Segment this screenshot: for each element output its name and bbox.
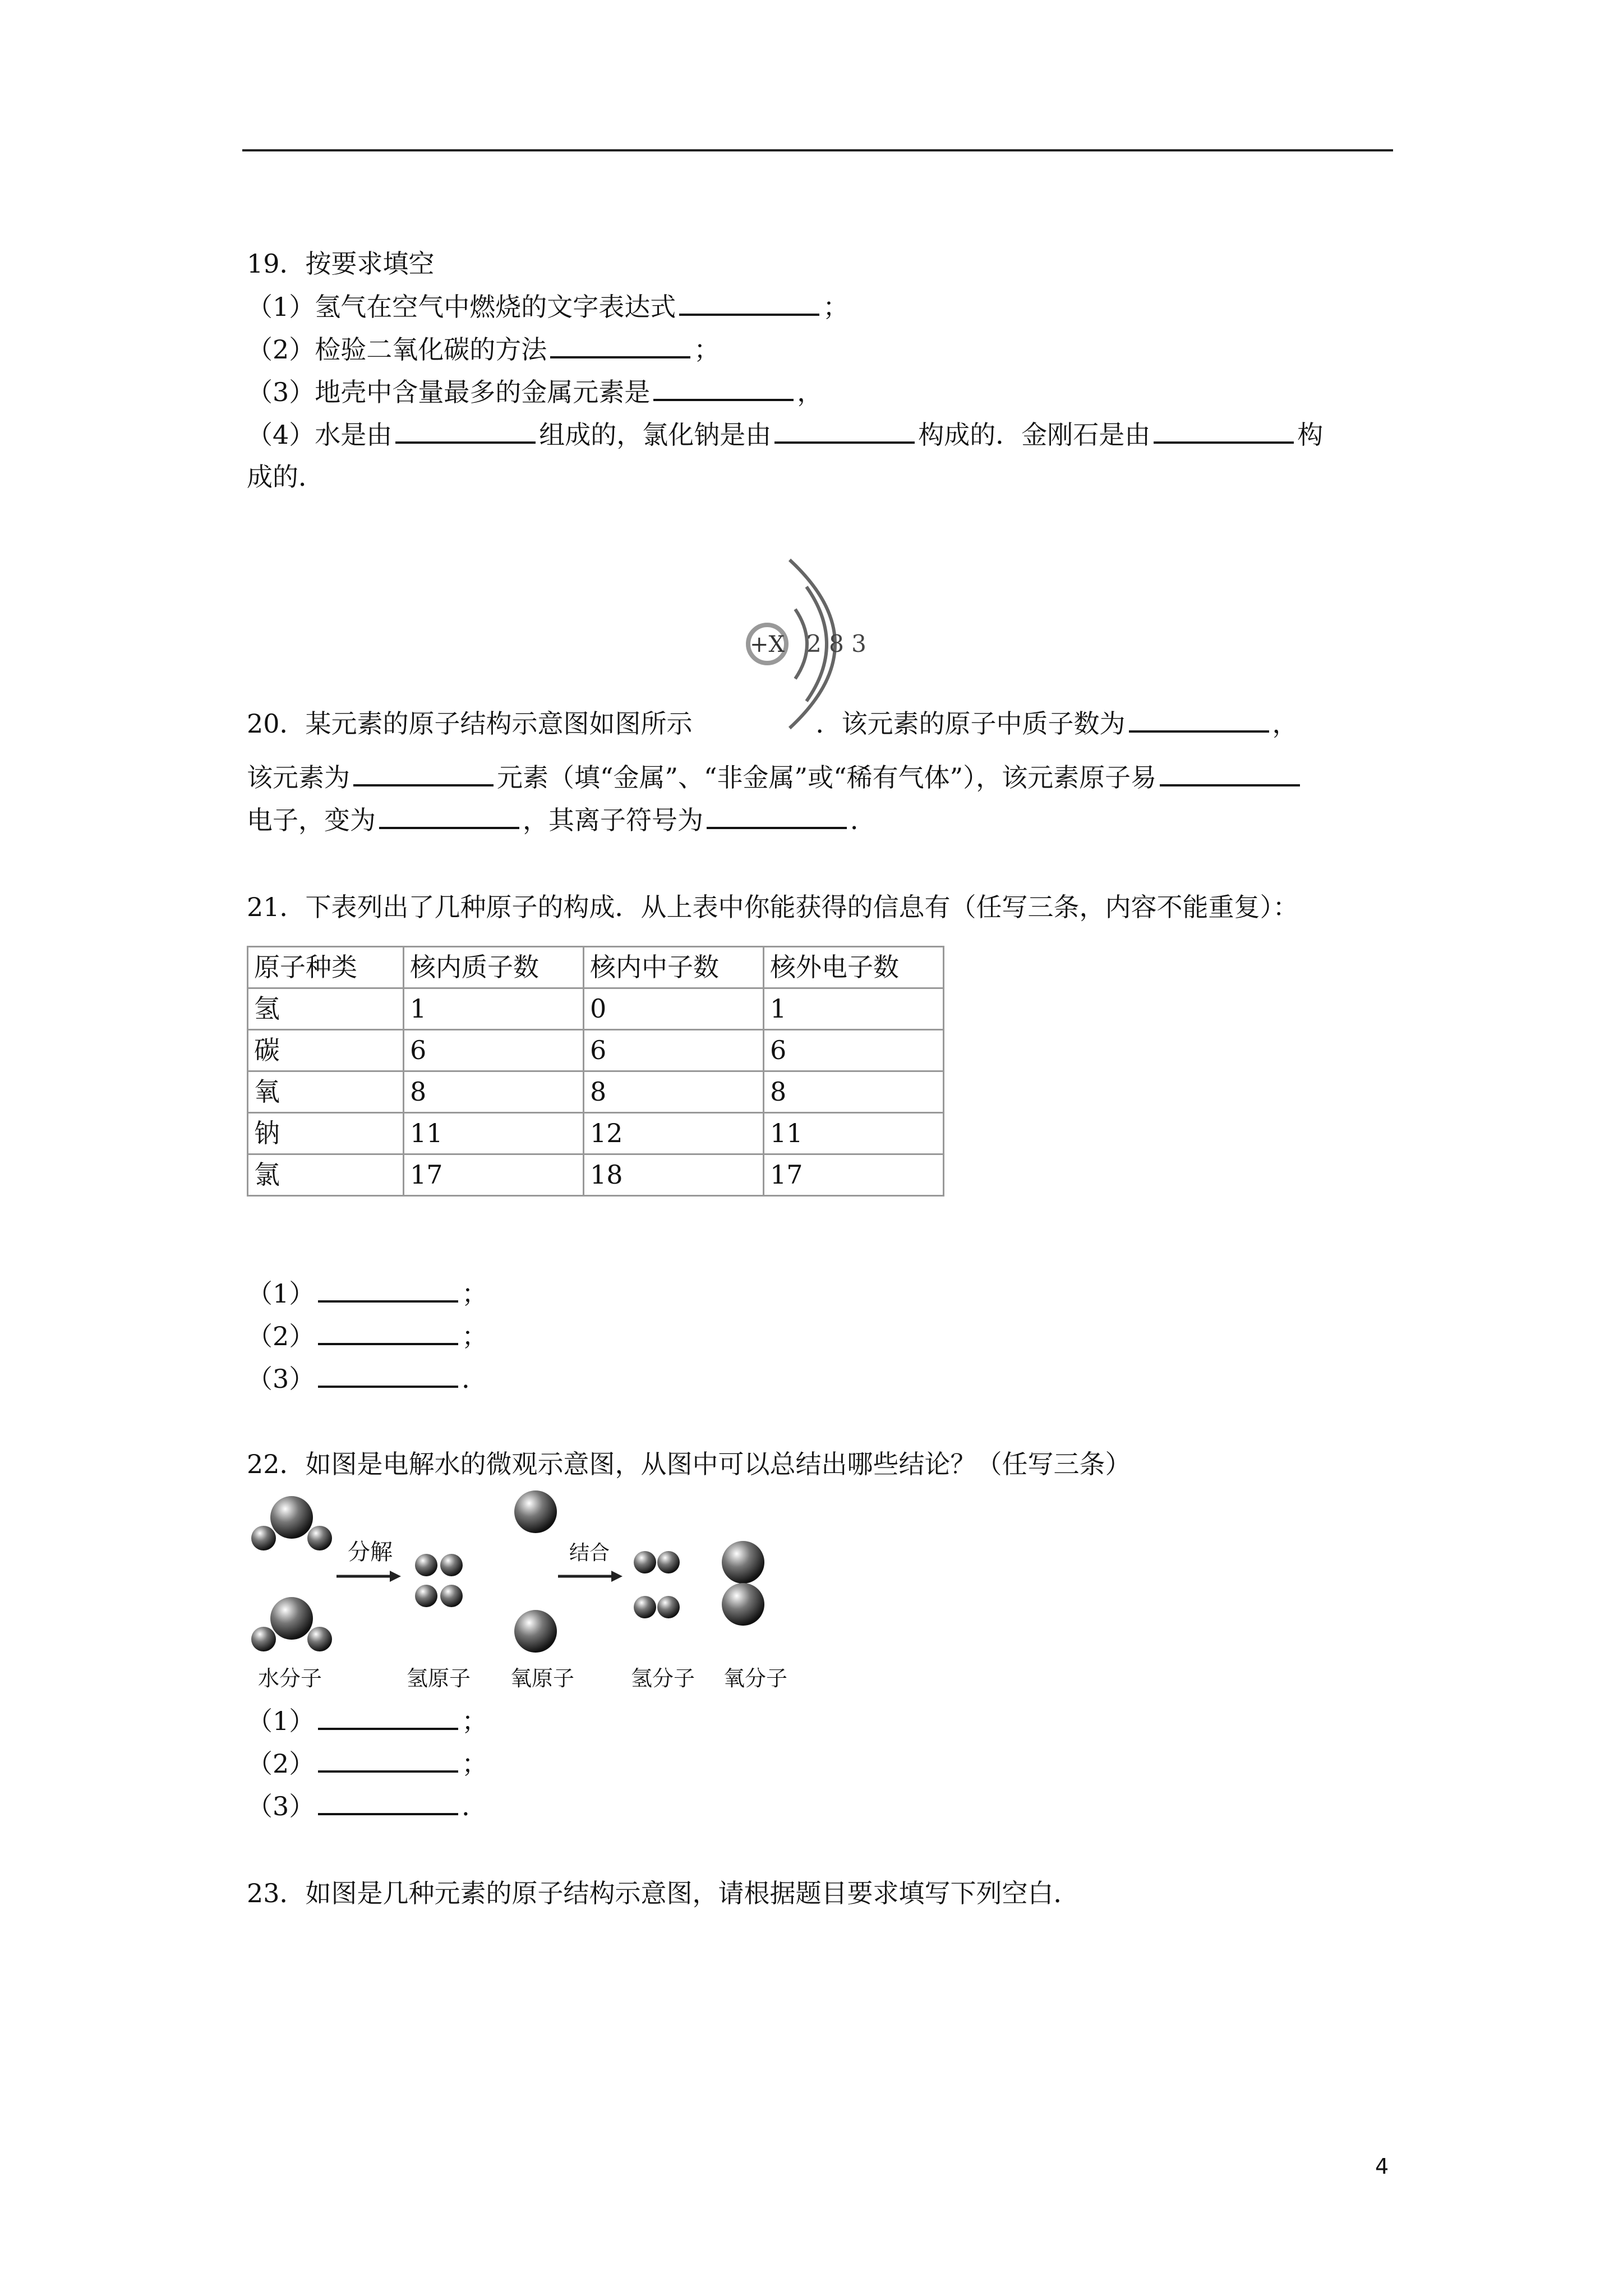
q19-line-3-text: （3）地壳中含量最多的金属元素是 xyxy=(247,377,651,407)
table-cell: 8 xyxy=(584,1071,764,1113)
nucleus-label: +X xyxy=(750,632,785,657)
header-rule xyxy=(242,149,1393,151)
q19-line-5: 成的． xyxy=(247,462,324,492)
q21-answer-1 xyxy=(247,1278,487,1309)
answer-end: ； xyxy=(462,1706,488,1736)
table-row xyxy=(248,1071,944,1113)
arrow-decompose xyxy=(336,1539,401,1582)
q21-title: 21．下表列出了几种原子的构成．从上表中你能获得的信息有（任写三条，内容不能重复）： xyxy=(247,892,1299,922)
label-hydrogen-molecule: 氢分子 xyxy=(631,1666,695,1691)
answer-blank[interactable] xyxy=(1129,708,1269,733)
answer-blank[interactable] xyxy=(774,419,915,444)
table-cell: 6 xyxy=(764,1030,944,1071)
answer-blank[interactable] xyxy=(395,419,536,444)
answer-blank[interactable] xyxy=(1160,762,1300,786)
q19-line-2-text: （2）检验二氧化碳的方法 xyxy=(247,334,547,365)
answer-end: ； xyxy=(462,1321,488,1351)
water-electrolysis-diagram xyxy=(247,1487,808,1700)
answer-blank[interactable] xyxy=(679,291,819,316)
answer-blank[interactable] xyxy=(353,762,494,786)
table-cell: 17 xyxy=(764,1154,944,1196)
answer-blank[interactable] xyxy=(318,1748,458,1773)
arrow-label-combine: 结合 xyxy=(569,1542,610,1565)
water-molecule-top xyxy=(251,1496,332,1550)
hydrogen-molecules xyxy=(634,1551,680,1618)
q19-line-4-text-b: 组成的，氯化钠是由 xyxy=(539,420,772,450)
q22-answer-1 xyxy=(247,1705,487,1737)
page-number: 4 xyxy=(1375,2154,1389,2179)
q19-line-4-text-d: 构 xyxy=(1297,420,1324,450)
answer-number: （1） xyxy=(247,1278,315,1309)
q21-answer-3 xyxy=(247,1363,487,1395)
table-cell: 17 xyxy=(404,1154,584,1196)
q20-line-1-text-a: 20．某元素的原子结构示意图如图所示 xyxy=(247,708,693,739)
table-cell: 18 xyxy=(584,1154,764,1196)
table-cell: 11 xyxy=(764,1113,944,1154)
answer-blank[interactable] xyxy=(653,376,794,401)
answer-blank[interactable] xyxy=(318,1278,458,1303)
answer-number: （3） xyxy=(247,1364,315,1394)
q20-line-2 xyxy=(247,762,1303,793)
water-molecule-bottom xyxy=(251,1597,332,1651)
oxygen-molecule xyxy=(722,1541,764,1626)
q19-title: 19．按要求填空 xyxy=(247,249,435,279)
table-cell: 8 xyxy=(404,1071,584,1113)
label-hydrogen-atom: 氢原子 xyxy=(407,1666,471,1691)
table-header: 核内中子数 xyxy=(584,947,764,988)
answer-blank[interactable] xyxy=(379,804,519,829)
table-cell: 氯 xyxy=(248,1154,404,1196)
q19-line-4-text-a: （4）水是由 xyxy=(247,420,393,450)
q19-line-3 xyxy=(247,376,823,408)
arrow-combine xyxy=(558,1542,623,1582)
table-row xyxy=(248,1113,944,1154)
hydrogen-atoms xyxy=(415,1554,463,1607)
q20-line-3-text-b: ，其离子符号为 xyxy=(523,805,703,835)
table-cell: 碳 xyxy=(248,1030,404,1071)
table-cell: 11 xyxy=(404,1113,584,1154)
q20-line-1-end: ， xyxy=(1272,708,1298,739)
answer-blank[interactable] xyxy=(318,1320,458,1345)
q20-line-3-end: ． xyxy=(850,805,876,835)
answer-number: （1） xyxy=(247,1706,315,1736)
q21-answer-2 xyxy=(247,1320,487,1352)
table-cell: 0 xyxy=(584,988,764,1030)
q19-line-4 xyxy=(247,419,1323,450)
q19-line-2 xyxy=(247,334,720,365)
table-cell: 8 xyxy=(764,1071,944,1113)
table-header: 原子种类 xyxy=(248,947,404,988)
q22-answer-3 xyxy=(247,1791,487,1822)
q20-line-1 xyxy=(247,708,1298,739)
table-cell: 6 xyxy=(404,1030,584,1071)
table-cell: 6 xyxy=(584,1030,764,1071)
q19-line-4-text-c: 构成的．金刚石是由 xyxy=(918,420,1151,450)
q20-line-2-text-a: 该元素为 xyxy=(247,762,350,793)
q23-title: 23．如图是几种元素的原子结构示意图，请根据题目要求填写下列空白． xyxy=(247,1878,1080,1908)
q20-line-1-text-b: ．该元素的原子中质子数为 xyxy=(815,708,1126,739)
q20-line-3 xyxy=(247,804,876,836)
q19-line-1 xyxy=(247,291,849,323)
table-header-row xyxy=(248,947,944,988)
q19-line-1-end: ； xyxy=(823,292,849,322)
table-cell: 1 xyxy=(404,988,584,1030)
q20-line-2-text-b: 元素（填“金属”、“非金属”或“稀有气体”），该元素原子易 xyxy=(497,762,1157,793)
table-header: 核外电子数 xyxy=(764,947,944,988)
label-oxygen-atom: 氧原子 xyxy=(510,1666,575,1691)
q22-answer-2 xyxy=(247,1748,487,1779)
answer-blank[interactable] xyxy=(318,1791,458,1815)
table-header: 核内质子数 xyxy=(404,947,584,988)
answer-end: ； xyxy=(462,1278,488,1309)
answer-blank[interactable] xyxy=(318,1705,458,1730)
table-cell: 氢 xyxy=(248,988,404,1030)
label-oxygen-molecule: 氧分子 xyxy=(723,1666,788,1691)
answer-number: （3） xyxy=(247,1791,315,1821)
table-cell: 氧 xyxy=(248,1071,404,1113)
answer-end: ． xyxy=(462,1791,488,1821)
table-cell: 12 xyxy=(584,1113,764,1154)
table-row xyxy=(248,1030,944,1071)
answer-number: （2） xyxy=(247,1749,315,1779)
table-row xyxy=(248,988,944,1030)
label-water-molecule: 水分子 xyxy=(258,1666,322,1691)
atom-composition-table xyxy=(247,946,944,1197)
q19-line-3-end: ， xyxy=(797,377,823,407)
q20-line-3-text-a: 电子，变为 xyxy=(247,805,376,835)
table-cell: 钠 xyxy=(248,1113,404,1154)
answer-blank[interactable] xyxy=(1154,419,1294,444)
answer-blank[interactable] xyxy=(318,1363,458,1388)
answer-number: （2） xyxy=(247,1321,315,1351)
table-cell: 1 xyxy=(764,988,944,1030)
answer-blank[interactable] xyxy=(707,804,847,829)
answer-blank[interactable] xyxy=(550,334,690,358)
answer-end: ． xyxy=(462,1364,488,1394)
arrow-label-decompose: 分解 xyxy=(348,1539,393,1565)
shell-electrons-label: 2 8 3 xyxy=(806,630,866,657)
table-row xyxy=(248,1154,944,1196)
electron-shell-1 xyxy=(795,609,807,679)
oxygen-atoms xyxy=(514,1490,557,1653)
q19-line-2-end: ； xyxy=(694,334,720,365)
q19-line-1-text: （1）氢气在空气中燃烧的文字表达式 xyxy=(247,292,676,322)
q22-title: 22．如图是电解水的微观示意图，从图中可以总结出哪些结论？（任写三条） xyxy=(247,1449,1131,1479)
answer-end: ； xyxy=(462,1749,488,1779)
